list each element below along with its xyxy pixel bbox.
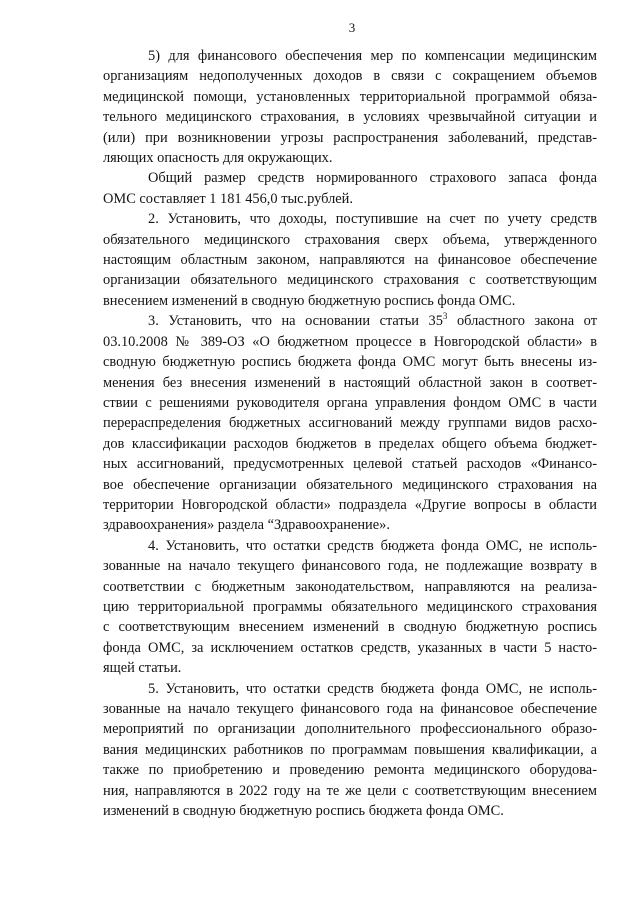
text-line: 4. Установить, что остатки средств бюджета фонда ОМС, не исполь- bbox=[148, 537, 597, 554]
text-line: организации обязательного медицинского страхования с соответствующим bbox=[103, 272, 597, 289]
text-line: внесением изменений в сводную бюджетную роспись фонда ОМС. bbox=[103, 292, 516, 309]
text-line: ОМС составляет 1 181 456,0 тыс.рублей. bbox=[103, 190, 353, 207]
text-line: сводную бюджетную роспись бюджета фонда ОМС могут быть внесены из- bbox=[103, 354, 597, 371]
text-line: организациям недополученных доходов в связи с сокращением объемов bbox=[103, 68, 597, 85]
text-line: зованные на начало текущего финансового года, не подлежащие возврату в bbox=[103, 558, 597, 575]
text-line: территории Новгородской области» подраздела «Другие вопросы в области bbox=[103, 496, 597, 513]
text-line: ящей статьи. bbox=[103, 660, 182, 677]
text-line: обязательного медицинского страхования сверх объема, утвержденного bbox=[103, 231, 597, 248]
text-line: зованные на начало текущего финансового года на финансовое обеспечение bbox=[103, 701, 597, 717]
text-line: мероприятий по организации дополнительного профессионального образо- bbox=[103, 721, 597, 738]
paragraph-reserve-total bbox=[103, 168, 597, 209]
text-line: 5. Установить, что остатки средств бюджета фонда ОМС, не исполь- bbox=[148, 680, 597, 697]
paragraph-item-2 bbox=[103, 209, 597, 311]
text-line: ных ассигнований, предусмотренных целевой статьей расходов «Финансо- bbox=[103, 456, 597, 473]
page-number: 3 bbox=[348, 20, 356, 35]
text-line: (или) при возникновении угрозы распространения заболеваний, представ- bbox=[103, 129, 597, 146]
text-line: изменений в сводную бюджетную роспись бюджета фонда ОМС. bbox=[103, 803, 504, 820]
text-line: ляющих опасность для окружающих. bbox=[103, 150, 333, 167]
text-line: 5) для финансового обеспечения мер по компенсации медицинским bbox=[148, 48, 597, 64]
text-line: вания медицинских работников по программам повышения квалификации, а bbox=[103, 741, 597, 758]
text-line: 03.10.2008 № 389-ОЗ «О бюджетном процессе в Новгородской области» в bbox=[103, 333, 597, 350]
text-line: настоящим областным законом, направляются на финансовое обеспечение bbox=[103, 252, 597, 269]
text-line: Общий размер средств нормированного страхового запаса фонда bbox=[148, 170, 597, 187]
text-line: вое обеспечение организации обязательного медицинского страхования на bbox=[103, 476, 597, 493]
text-line: цию территориальной программы обязательного медицинского страхования bbox=[103, 598, 597, 615]
text-line: ствии с решениями руководителя органа управления фондом ОМС в части bbox=[103, 394, 597, 411]
paragraph-funding-compensation bbox=[103, 46, 597, 168]
text-line: медицинской помощи, установленных территориальной программой обяза- bbox=[103, 88, 597, 105]
text-line: здравоохранения» раздела “Здравоохранение». bbox=[103, 517, 390, 534]
paragraph-item-5 bbox=[103, 679, 597, 822]
text-line: с соответствующим внесением изменений в сводную бюджетную роспись bbox=[103, 619, 597, 636]
text-line: тельного медицинского страхования, в условиях чрезвычайной ситуации и bbox=[103, 109, 597, 126]
paragraph-item-3 bbox=[103, 311, 597, 535]
paragraph-item-4 bbox=[103, 536, 597, 679]
text-line: менения без внесения изменений в настоящий областной закон в соответ- bbox=[103, 374, 597, 391]
text-line: перераспределения бюджетных ассигнований между группами видов расхо- bbox=[103, 415, 597, 432]
text-line: 2. Установить, что доходы, поступившие на счет по учету средств bbox=[148, 211, 597, 228]
text-fragment: 3. Установить, что на основании статьи 35 bbox=[148, 313, 443, 330]
text-line: соответствии с бюджетным законодательством, направляются на реализа- bbox=[103, 578, 597, 595]
document-body bbox=[103, 20, 597, 821]
text-line: фонда ОМС, за исключением остатков средств, указанных в части 5 насто- bbox=[103, 639, 597, 656]
text-line: дов классификации расходов бюджетов в пределах общего объема бюджет- bbox=[103, 435, 597, 452]
text-line: ния, направляются в 2022 году на те же цели с соответствующим внесением bbox=[103, 782, 597, 799]
text-fragment: областного закона от bbox=[447, 313, 597, 330]
text-line: также по приобретению и проведению ремонта медицинского оборудова- bbox=[103, 762, 597, 779]
superscript-number: 3 bbox=[442, 311, 448, 322]
text-line-with-superscript bbox=[103, 311, 597, 331]
